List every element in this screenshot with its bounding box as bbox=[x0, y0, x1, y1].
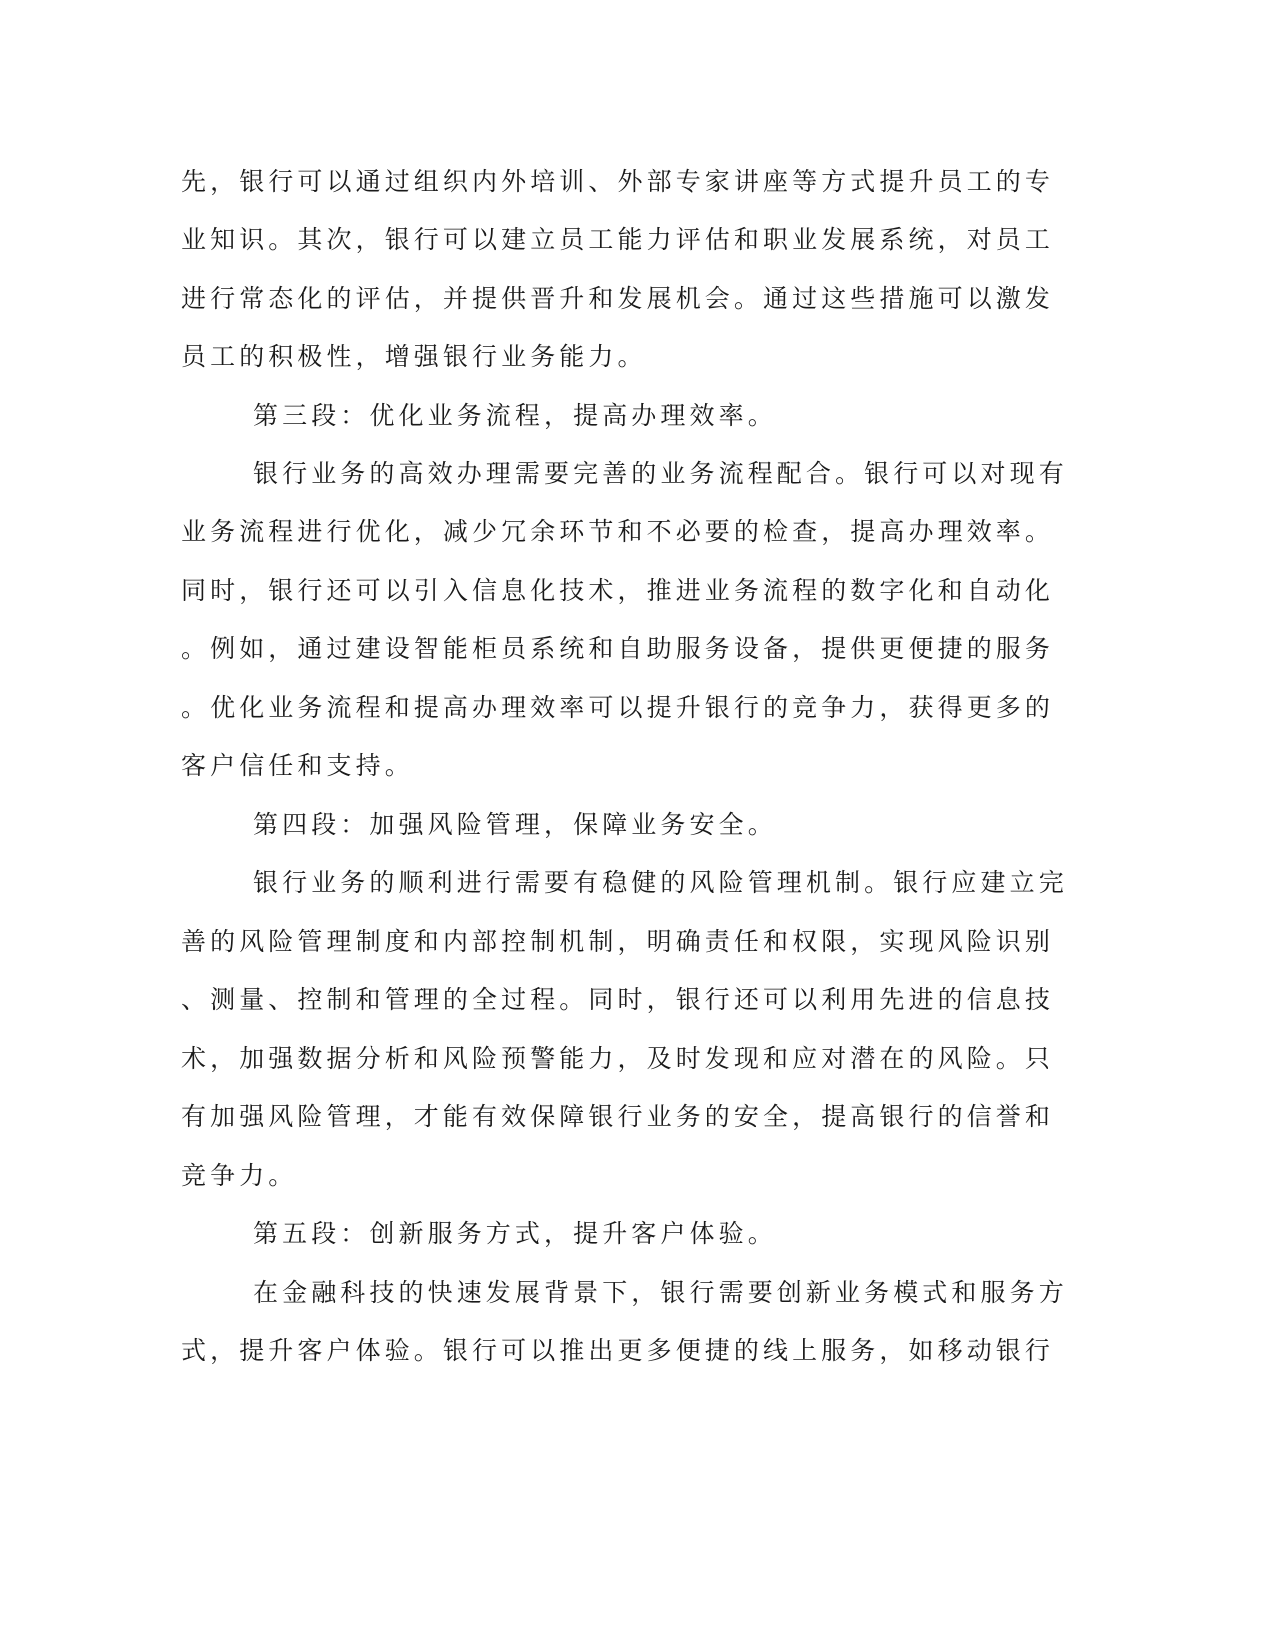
body-text-line: 同时，银行还可以引入信息化技术，推进业务流程的数字化和自动化 bbox=[181, 576, 1055, 605]
body-text-line: 银行业务的顺利进行需要有稳健的风险管理机制。银行应建立完 bbox=[253, 868, 1068, 897]
body-text-line: 术，加强数据分析和风险预警能力，及时发现和应对潜在的风险。只 bbox=[181, 1044, 1055, 1073]
body-text-line: 在金融科技的快速发展背景下，银行需要创新业务模式和服务方 bbox=[253, 1278, 1068, 1307]
body-text-line: 。优化业务流程和提高办理效率可以提升银行的竞争力，获得更多的 bbox=[181, 693, 1055, 722]
body-text-line: 业知识。其次，银行可以建立员工能力评估和职业发展系统，对员工 bbox=[181, 225, 1055, 254]
body-text-line: 竞争力。 bbox=[181, 1161, 298, 1190]
body-text-line: 先，银行可以通过组织内外培训、外部专家讲座等方式提升员工的专 bbox=[181, 167, 1055, 196]
body-text-line: 有加强风险管理，才能有效保障银行业务的安全，提高银行的信誉和 bbox=[181, 1102, 1055, 1131]
body-text-line: 员工的积极性，增强银行业务能力。 bbox=[181, 342, 647, 371]
body-text-line: 。例如，通过建设智能柜员系统和自助服务设备，提供更便捷的服务 bbox=[181, 634, 1055, 663]
body-text-line: 进行常态化的评估，并提供晋升和发展机会。通过这些措施可以激发 bbox=[181, 284, 1055, 313]
body-text-line: 、测量、控制和管理的全过程。同时，银行还可以利用先进的信息技 bbox=[181, 985, 1055, 1014]
section-heading: 第五段：创新服务方式，提升客户体验。 bbox=[253, 1219, 777, 1248]
body-text-line: 业务流程进行优化，减少冗余环节和不必要的检查，提高办理效率。 bbox=[181, 517, 1055, 546]
body-text-line: 善的风险管理制度和内部控制机制，明确责任和权限，实现风险识别 bbox=[181, 927, 1055, 956]
section-heading: 第四段：加强风险管理，保障业务安全。 bbox=[253, 810, 777, 839]
body-text-line: 式，提升客户体验。银行可以推出更多便捷的线上服务，如移动银行 bbox=[181, 1336, 1055, 1365]
body-text-line: 银行业务的高效办理需要完善的业务流程配合。银行可以对现有 bbox=[253, 459, 1068, 488]
section-heading: 第三段：优化业务流程，提高办理效率。 bbox=[253, 401, 777, 430]
body-text-line: 客户信任和支持。 bbox=[181, 751, 414, 780]
